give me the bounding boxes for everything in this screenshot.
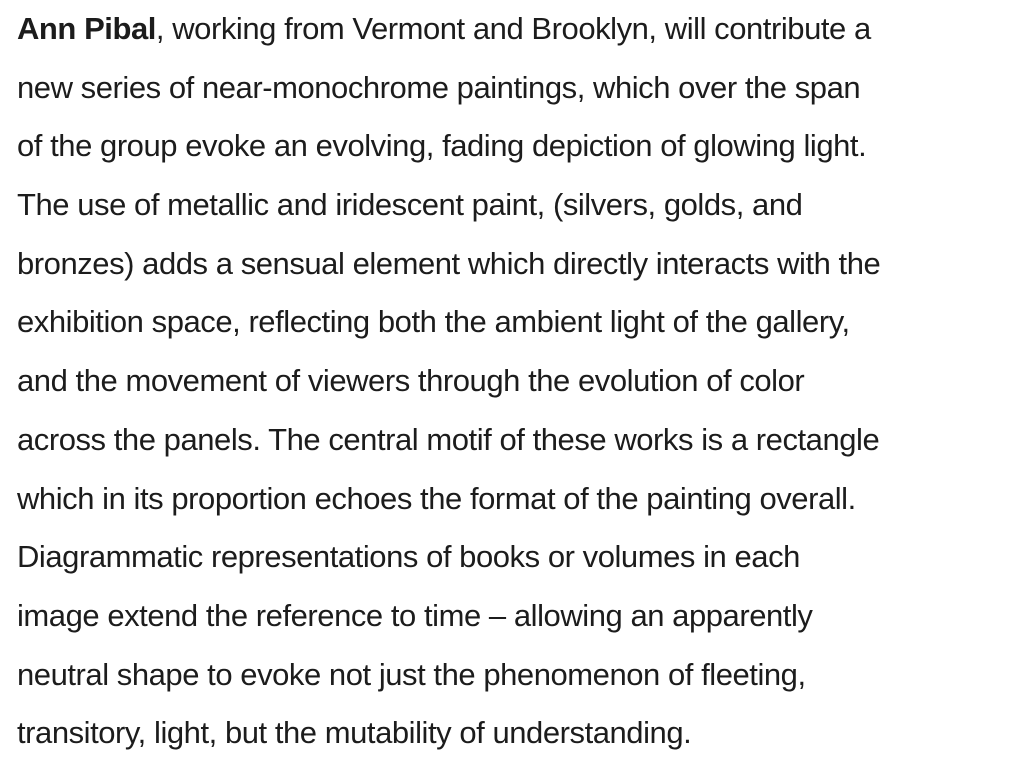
text-line: of the group evoke an evolving, fading depiction of glowing light. xyxy=(17,128,867,164)
text-line: which in its proportion echoes the format of the painting overall. xyxy=(17,480,856,516)
text-line: new series of near-monochrome paintings, which over the span xyxy=(17,69,861,105)
text-line: bronzes) adds a sensual element which directly interacts with the xyxy=(17,245,881,281)
line-text: , working from Vermont and Brooklyn, will contribute a xyxy=(155,11,871,46)
text-line: image extend the reference to time – allowing an apparently xyxy=(17,597,813,633)
artist-statement-paragraph xyxy=(17,0,1007,763)
text-line: exhibition space, reflecting both the ambient light of the gallery, xyxy=(17,304,850,340)
text-line: Diagrammatic representations of books or volumes in each xyxy=(17,539,800,575)
text-line: neutral shape to evoke not just the phenomenon of fleeting, xyxy=(17,656,806,692)
text-line xyxy=(17,0,1007,59)
artist-name: Ann Pibal xyxy=(17,11,156,46)
text-line: The use of metallic and iridescent paint, (silvers, golds, and xyxy=(17,187,803,223)
text-line: and the movement of viewers through the evolution of color xyxy=(17,363,805,399)
text-line: across the panels. The central motif of these works is a rectangle xyxy=(17,421,880,457)
text-line: transitory, light, but the mutability of understanding. xyxy=(17,715,692,751)
